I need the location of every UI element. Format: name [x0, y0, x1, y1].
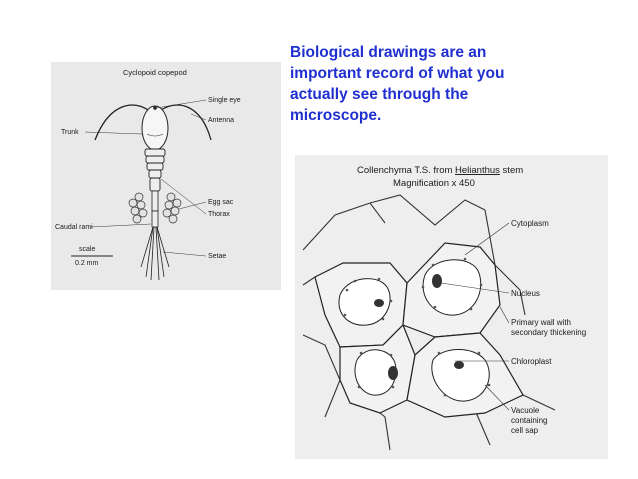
- label-chloroplast: Chloroplast: [511, 357, 552, 366]
- title-prefix: Collenchyma T.S. from: [357, 165, 456, 176]
- collenchyma-title: [357, 165, 523, 176]
- caption-line-2: important record of what you: [290, 65, 505, 82]
- label-trunk: Trunk: [61, 129, 79, 136]
- label-egg-sac: Egg sac: [208, 199, 234, 206]
- copepod-figure: [51, 62, 281, 290]
- collenchyma-drawing: [295, 155, 608, 459]
- copepod-drawing: [51, 62, 281, 290]
- label-vacuole-2: containing: [511, 416, 548, 425]
- thorax-segment: [146, 156, 164, 163]
- thorax-segment: [149, 170, 161, 178]
- label-nucleus: Nucleus: [511, 289, 540, 298]
- label-vacuole-3: cell sap: [511, 426, 539, 435]
- trunk-body: [142, 106, 168, 150]
- label-single-eye: Single eye: [208, 97, 241, 104]
- label-primary-wall-2: secondary thickening: [511, 328, 587, 337]
- setae: [141, 227, 169, 280]
- thorax-segment: [150, 178, 160, 191]
- caption-line-1: Biological drawings are an: [290, 44, 487, 61]
- magnification: Magnification x 450: [393, 178, 475, 189]
- label-antenna: Antenna: [208, 117, 235, 124]
- label-thorax: Thorax: [208, 211, 230, 218]
- caption-line-4: microscope.: [290, 107, 382, 124]
- label-setae: Setae: [208, 253, 227, 260]
- label-vacuole-1: Vacuole: [511, 406, 540, 415]
- scale-value: 0.2 mm: [75, 260, 99, 267]
- label-cytoplasm: Cytoplasm: [511, 219, 549, 228]
- copepod-title: Cyclopoid copepod: [123, 68, 187, 77]
- caption-line-3: actually see through the: [290, 86, 469, 103]
- scale-label: scale: [79, 246, 96, 253]
- title-suffix: stem: [499, 165, 524, 176]
- title-species: Helianthus: [455, 165, 500, 176]
- collenchyma-figure: [295, 155, 608, 459]
- label-caudal-rami: Caudal rami: [55, 224, 93, 231]
- caption-text: [290, 42, 590, 126]
- label-primary-wall-1: Primary wall with: [511, 318, 572, 327]
- thorax-segment: [145, 149, 165, 156]
- thorax-segment: [147, 163, 163, 170]
